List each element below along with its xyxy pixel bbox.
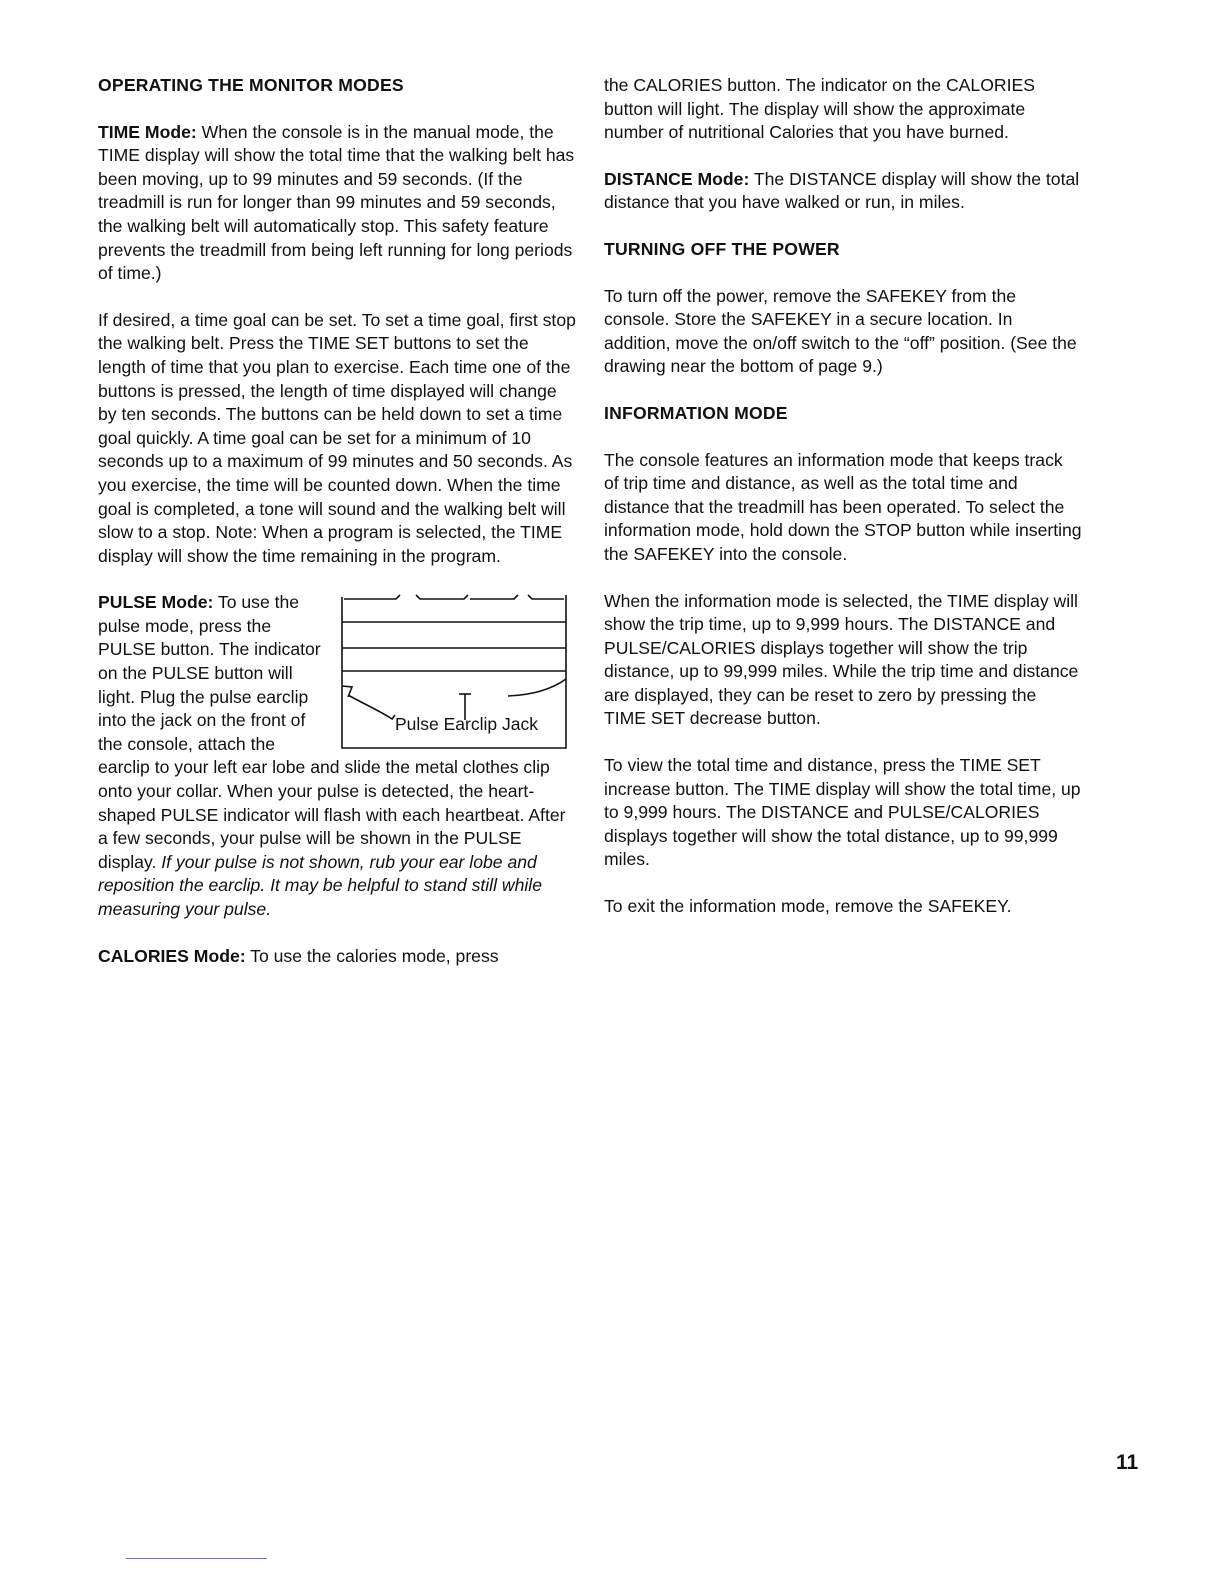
pulse-mode-italic-note: If your pulse is not shown, rub your ear lobe and reposition the earclip. It may be helpful to stand still while measuring your pulse. — [98, 851, 542, 919]
section-heading-power: TURNING OFF THE POWER — [604, 238, 840, 259]
pulse-mode-text: To use the pulse mode, press the PULSE button. The indicator on the PULSE button will light. Plug the pulse earclip into the jack on the front of the console, attach the earclip to your left ear lobe and slide the metal clothes clip onto your collar. When your pulse is detected, the heart-shaped PULSE indicator will flash with each heartbeat. After a few seconds, your pulse will be shown in the PULSE display. — [98, 592, 566, 872]
distance-mode-lead: DISTANCE Mode: — [604, 168, 750, 189]
console-top-buttons — [344, 595, 564, 599]
section-heading-information-mode: INFORMATION MODE — [604, 402, 788, 423]
calories-mode-text: To use the calories mode, press — [245, 945, 499, 966]
distance-mode-text: The DISTANCE display will show the total distance that you have walked or run, in miles. — [604, 168, 1080, 213]
time-goal-paragraph: If desired, a time goal can be set. To set a time goal, first stop the walking belt. Press the TIME SET buttons to set the length of time that you plan to exercise. Each time one of the buttons is pressed, the length of time displayed will change by ten seconds. The buttons can be held down to set a time goal quickly. A time goal can be set for a minimum of 10 seconds up to a maximum of 99 minutes and 50 seconds. As you exercise, the time will be counted down. When the time goal is completed, a tone will sound and the walking belt will slow to a stop. Note: When a program is selected, the TIME display will show the time remaining in the program. — [98, 309, 576, 566]
information-paragraph-2: When the information mode is selected, the TIME display will show the trip time, up to 9,999 hours. The DISTANCE and PULSE/CALORIES displays together will show the trip distance, up to 99,999 miles. While the trip time and distance are displayed, they can be reset to zero by pressing the TIME SET decrease button. — [604, 590, 1079, 729]
calories-mode-lead: CALORIES Mode: — [98, 945, 246, 966]
console-curve — [508, 679, 566, 696]
pulse-earclip-jack-label: Pulse Earclip Jack — [395, 714, 538, 735]
information-paragraph-4: To exit the information mode, remove the SAFEKEY. — [604, 896, 1012, 917]
information-paragraph-3: To view the total time and distance, press the TIME SET increase button. The TIME display will show the total time, up to 9,999 hours. The DISTANCE and PULSE/CALORIES displays together will show the total distance, up to 99,999 miles. — [604, 755, 1081, 870]
left-column — [98, 74, 576, 991]
right-column — [604, 74, 1082, 942]
console-jack-diagram — [338, 591, 570, 752]
time-mode-text: When the console is in the manual mode, the TIME display will show the total time that the walking belt has been moving, up to 99 minutes and 59 seconds. (If the treadmill is run for longer than 99 minutes and 59 seconds, the walking belt will automatically stop. This safety feature prevents the treadmill from being left running for long periods of time.) — [98, 121, 575, 284]
bottom-rule — [126, 1558, 267, 1559]
time-mode-lead: TIME Mode: — [98, 121, 197, 142]
time-mode-paragraph — [98, 121, 576, 286]
distance-mode-paragraph — [604, 168, 1082, 215]
pulse-mode-lead: PULSE Mode: — [98, 592, 214, 613]
earclip-cord — [342, 686, 395, 719]
power-paragraph: To turn off the power, remove the SAFEKEY from the console. Store the SAFEKEY in a secure location. In addition, move the on/off switch to the “off” position. (See the drawing near the bottom of page 9.) — [604, 285, 1077, 377]
page-number: 11 — [1116, 1451, 1139, 1474]
calories-continued-paragraph: the CALORIES button. The indicator on the CALORIES button will light. The display will show the approximate number of nutritional Calories that you have burned. — [604, 75, 1035, 143]
information-paragraph-1: The console features an information mode that keeps track of trip time and distance, as well as the total time and distance that the treadmill has been operated. To select the information mode, hold down the STOP button while inserting the SAFEKEY into the console. — [604, 449, 1082, 564]
calories-mode-paragraph — [98, 945, 576, 969]
pulse-mode-paragraph — [98, 591, 576, 921]
console-figure — [338, 591, 570, 752]
section-heading-operating-modes: OPERATING THE MONITOR MODES — [98, 75, 404, 95]
